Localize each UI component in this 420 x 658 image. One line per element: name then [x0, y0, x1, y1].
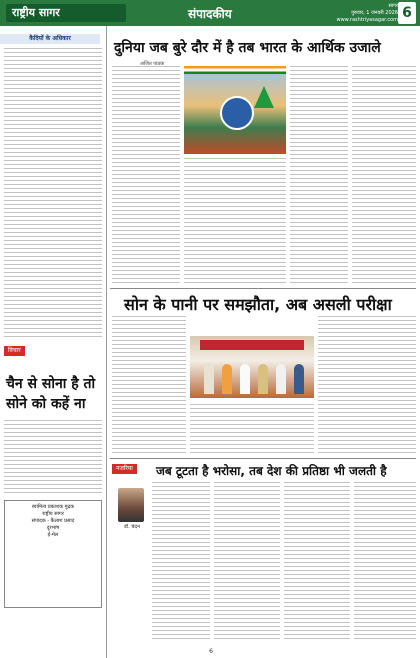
- article1-author: अजित पाठक: [140, 61, 165, 67]
- section-title: संपादकीय: [188, 7, 232, 21]
- divider: [110, 288, 416, 289]
- article3-col2: [214, 482, 280, 642]
- footer-page-number: 6: [209, 648, 213, 655]
- gold-article-label: विचार: [4, 346, 25, 356]
- article2-col2: [190, 404, 314, 454]
- event-banner: [200, 340, 304, 350]
- person-figure: [240, 364, 250, 394]
- gold-article-body: [4, 420, 102, 494]
- article2-col1: [112, 316, 186, 454]
- globe-icon: [220, 96, 254, 130]
- meta-website: www.rashtriyasagar.com: [336, 17, 398, 23]
- article3-label: नजरिया: [112, 464, 137, 474]
- imprint-line: ई-मेल: [47, 532, 59, 538]
- article3-col1: [152, 482, 210, 642]
- left-column-heading: कैदियों के अधिकार: [0, 34, 100, 44]
- imprint-line: स्वामित्व प्रकाशक मुद्रक: [31, 504, 75, 510]
- article2-col3: [318, 316, 416, 454]
- brand-logo: राष्ट्रीय सागर: [6, 4, 126, 22]
- edition-meta: [318, 3, 398, 24]
- person-figure: [276, 364, 286, 394]
- imprint-line: संपादक - कैलाश प्रसाद: [31, 518, 75, 524]
- article1-col3: [290, 66, 348, 284]
- person-figure: [222, 364, 232, 394]
- article1-headline: दुनिया जब बुरे दौर में है तब भारत के आर्थिक उजाले: [114, 40, 381, 56]
- article1-col1: [112, 66, 180, 284]
- article2-photo: [190, 336, 314, 398]
- meta-city: सागर: [388, 3, 398, 9]
- author-photo: [118, 488, 144, 522]
- article1-col4: [352, 66, 416, 284]
- meta-date: गुरुवार, 1 जनवरी 2026: [351, 10, 398, 16]
- person-figure: [204, 364, 214, 394]
- growth-arrow-icon: [254, 86, 274, 108]
- divider: [110, 458, 416, 459]
- imprint-line: राष्ट्रीय सागर: [42, 511, 64, 517]
- article1-illustration: [184, 66, 286, 154]
- imprint-box: [4, 500, 102, 608]
- article3-col4: [354, 482, 416, 642]
- article3-col3: [284, 482, 350, 642]
- article3-author: डॉ. चंदन: [124, 524, 140, 530]
- article3-headline: जब टूटता है भरोसा, तब देश की प्रतिष्ठा भी जलती है: [156, 464, 387, 478]
- left-article-body: [4, 48, 102, 338]
- imprint-line: दूरभाष: [46, 525, 60, 531]
- page-header: [0, 0, 420, 26]
- gold-article-title: चैन से सोना है तो सोने को कहें ना: [6, 376, 96, 412]
- person-figure: [258, 364, 268, 394]
- article2-headline: सोन के पानी पर समझौता, अब असली परीक्षा: [124, 295, 392, 314]
- person-figure: [294, 364, 304, 394]
- page-number: 6: [398, 2, 416, 24]
- article1-col2: [184, 158, 286, 284]
- flag-icon: [184, 66, 286, 74]
